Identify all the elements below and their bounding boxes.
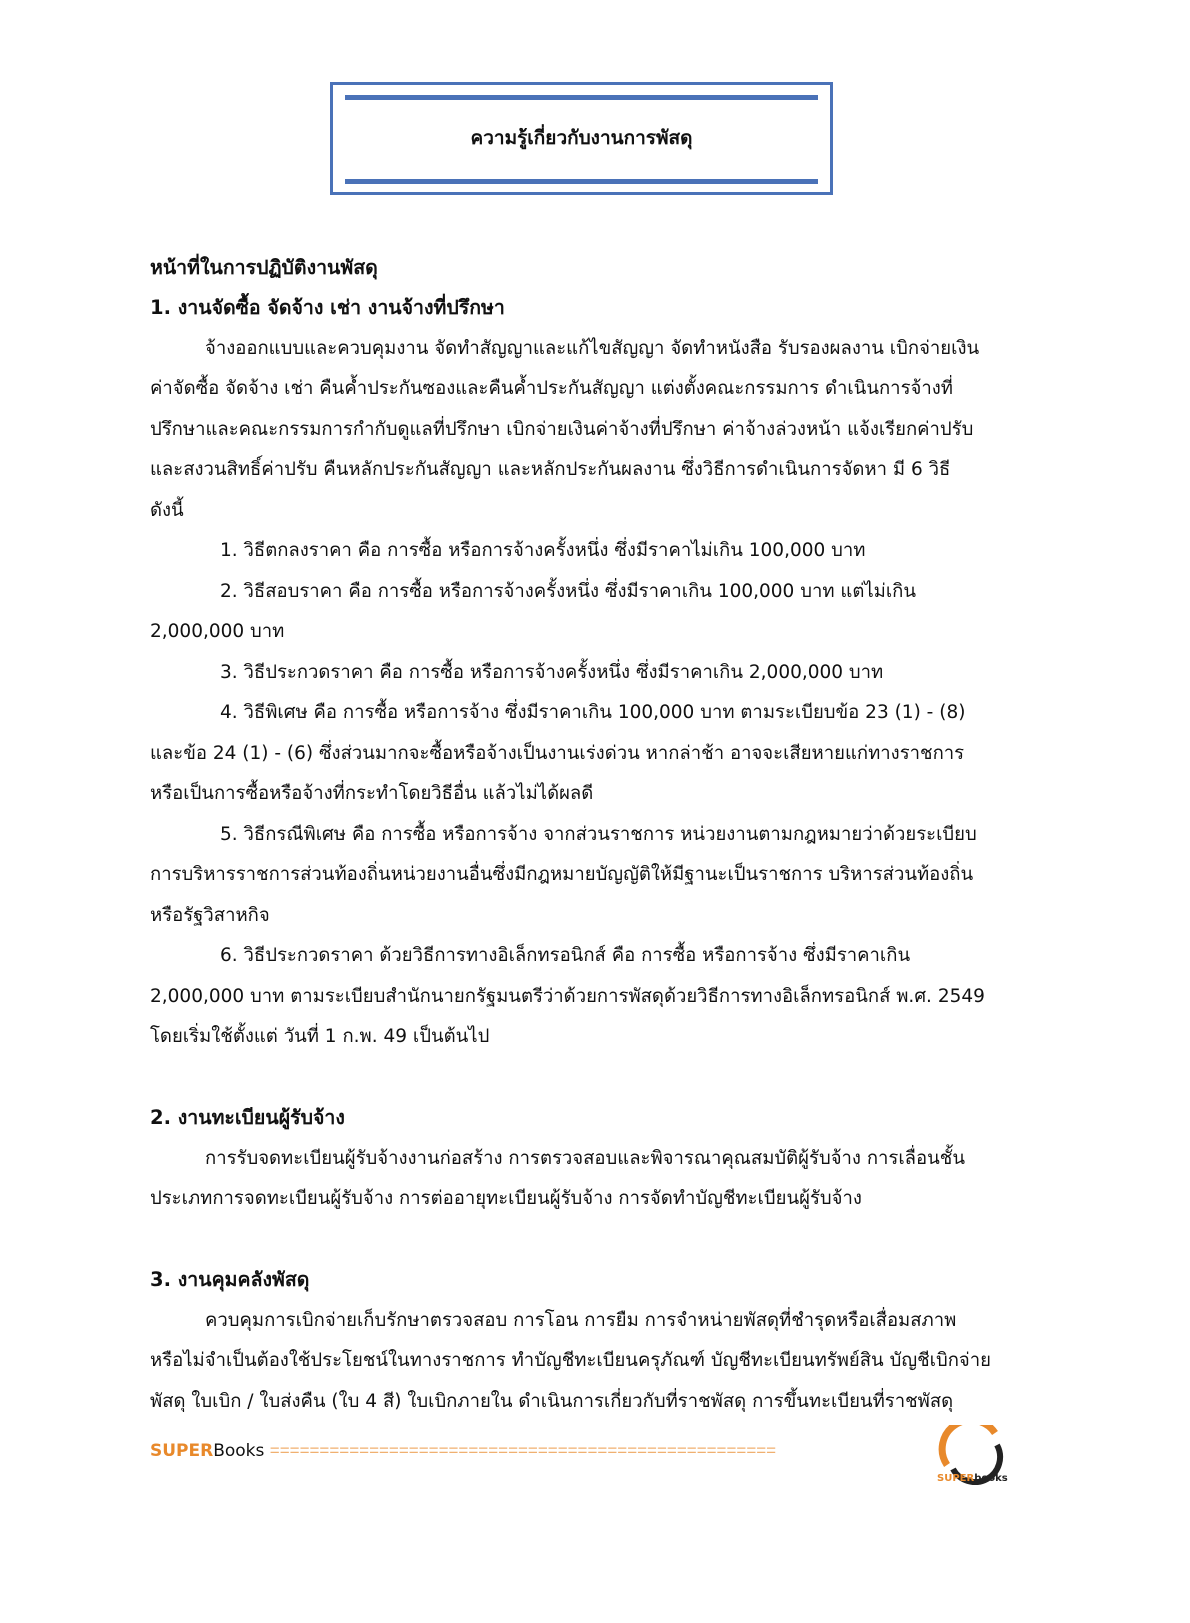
text-line: 2,000,000 บาท ตามระเบียบสำนักนายกรัฐมนตรีว่าด้วยการพัสดุด้วยวิธีการทางอิเล็กทรอนิกส์ พ.ศ. 2549: [150, 986, 985, 1007]
text-line: ปรึกษาและคณะกรรมการกำกับดูแลที่ปรึกษา เบิกจ่ายเงินค่าจ้างที่ปรึกษา ค่าจ้างล่วงหน้า แจ้งเรียกค่าปรับ: [150, 419, 974, 440]
section1-heading: 1. งานจัดซื้อ จัดจ้าง เช่า งานจ้างที่ปรึกษา: [150, 296, 505, 319]
title-frame-bottom-rule: [345, 179, 818, 184]
text-line: หรือไม่จำเป็นต้องใช้ประโยชน์ในทางราชการ ทำบัญชีทะเบียนครุภัณฑ์ บัญชีทะเบียนทรัพย์สิน บัญชีเบิกจ่าย: [150, 1350, 991, 1371]
text-line: จ้างออกแบบและควบคุมงาน จัดทำสัญญาและแก้ไขสัญญา จัดทำหนังสือ รับรองผลงาน เบิกจ่ายเงิน: [205, 338, 980, 359]
title-frame-top-rule: [345, 95, 818, 100]
method-6: 6. วิธีประกวดราคา ด้วยวิธีการทางอิเล็กทรอนิกส์ คือ การซื้อ หรือการจ้าง ซึ่งมีราคาเกิน: [220, 945, 911, 966]
text-line: ดังนี้: [150, 500, 184, 521]
text-line: หรือเป็นการซื้อหรือจ้างที่กระทำโดยวิธีอื่น แล้วไม่ได้ผลดี: [150, 783, 594, 804]
text-line: พัสดุ ใบเบิก / ใบส่งคืน (ใบ 4 สี) ใบเบิกภายใน ดำเนินการเกี่ยวกับที่ราชพัสดุ การขึ้นทะเบียนที่ราชพัสดุ: [150, 1391, 954, 1412]
text-line: 2,000,000 บาท: [150, 621, 285, 642]
text-line: โดยเริ่มใช้ตั้งแต่ วันที่ 1 ก.พ. 49 เป็นต้นไป: [150, 1026, 490, 1047]
section2-heading: 2. งานทะเบียนผู้รับจ้าง: [150, 1106, 345, 1129]
main-heading: หน้าที่ในการปฏิบัติงานพัสดุ: [150, 256, 378, 279]
section3-heading: 3. งานคุมคลังพัสดุ: [150, 1268, 310, 1291]
text-line: และข้อ 24 (1) - (6) ซึ่งส่วนมากจะซื้อหรือจ้างเป็นงานเร่งด่วน หากล่าช้า อาจจะเสียหายแก่ทางราชการ: [150, 743, 965, 764]
footer: [150, 1440, 776, 1462]
method-3: 3. วิธีประกวดราคา คือ การซื้อ หรือการจ้างครั้งหนึ่ง ซึ่งมีราคาเกิน 2,000,000 บาท: [220, 662, 884, 683]
method-1: 1. วิธีตกลงราคา คือ การซื้อ หรือการจ้างครั้งหนึ่ง ซึ่งมีราคาไม่เกิน 100,000 บาท: [220, 540, 866, 561]
text-line: ประเภทการจดทะเบียนผู้รับจ้าง การต่ออายุทะเบียนผู้รับจ้าง การจัดทำบัญชีทะเบียนผู้รับจ้าง: [150, 1188, 862, 1209]
text-line: ค่าจัดซื้อ จัดจ้าง เช่า คืนค้ำประกันซองและคืนค้ำประกันสัญญา แต่งตั้งคณะกรรมการ ดำเนินการจ้างที่: [150, 378, 953, 399]
method-4: 4. วิธีพิเศษ คือ การซื้อ หรือการจ้าง ซึ่งมีราคาเกิน 100,000 บาท ตามระเบียบข้อ 23 (1) - (8): [220, 702, 966, 723]
svg-text:SUPERbooks: SUPERbooks: [937, 1473, 1008, 1484]
text-line: การบริหารราชการส่วนท้องถิ่นหน่วยงานอื่นซึ่งมีกฎหมายบัญญัติให้มีฐานะเป็นราชการ บริหารส่วนท้องถิ่น: [150, 864, 974, 885]
footer-brand-super: SUPER: [150, 1441, 214, 1461]
method-2: 2. วิธีสอบราคา คือ การซื้อ หรือการจ้างครั้งหนึ่ง ซึ่งมีราคาเกิน 100,000 บาท แต่ไม่เกิน: [220, 581, 917, 602]
method-5: 5. วิธีกรณีพิเศษ คือ การซื้อ หรือการจ้าง จากส่วนราชการ หน่วยงานตามกฎหมายว่าด้วยระเบียบ: [220, 824, 977, 845]
text-line: และสงวนสิทธิ์ค่าปรับ คืนหลักประกันสัญญา และหลักประกันผลงาน ซึ่งวิธีการดำเนินการจัดหา มี 6 วิธี: [150, 459, 951, 480]
page-title: ความรู้เกี่ยวกับงานการพัสดุ: [470, 127, 693, 149]
footer-brand-books: Books: [213, 1441, 265, 1461]
superbooks-logo: [935, 1425, 1020, 1485]
footer-rule: ===================================================: [269, 1441, 777, 1460]
text-line: หรือรัฐวิสาหกิจ: [150, 905, 270, 926]
title-frame: [330, 82, 833, 195]
text-line: ควบคุมการเบิกจ่ายเก็บรักษาตรวจสอบ การโอน การยืม การจำหน่ายพัสดุที่ชำรุดหรือเสื่อมสภาพ: [205, 1310, 957, 1331]
text-line: การรับจดทะเบียนผู้รับจ้างงานก่อสร้าง การตรวจสอบและพิจารณาคุณสมบัติผู้รับจ้าง การเลื่อนชั้น: [205, 1148, 965, 1169]
